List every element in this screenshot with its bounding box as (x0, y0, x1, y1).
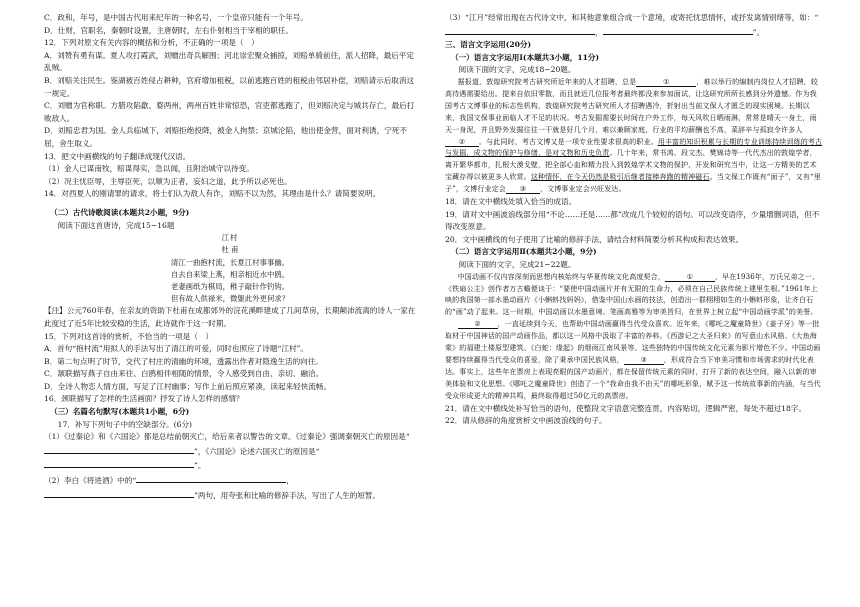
q20-stem: 20．文中画横线的句子使用了比喻的修辞手法，请结合材料简要分析其构成和表达效果。 (445, 234, 744, 244)
answer-blank[interactable] (44, 488, 194, 498)
q19-stem: 19．请对文中画波浪线部分用“不论……还是……都”改成几个较短的语句。可以改变语序，少量增删词语，但不得改变原意。 (445, 209, 820, 232)
language2-intro: 阅读下面的文字，完成21~22题。 (458, 260, 576, 269)
poem-line: 老妻画纸为棋局，稚子敲针作钓钩。 (170, 281, 290, 291)
blank-4[interactable]: ① (665, 272, 715, 282)
poem-note (44, 305, 416, 330)
wavy-underline-sentence: 用丰富的知识积累与长期的专业训练持续训练的考古与发掘，成文物的保护与修缮，是对文物和历史负责 (445, 137, 823, 158)
q17-item-2: （2）李白《将进酒》中的“ ，”两句，用夸张和比喻的修辞手法，写出了人生的短暂。 (44, 473, 416, 502)
answer-blank[interactable] (44, 444, 194, 454)
section-language2-heading: （二）语言文字运用Ⅱ(本题共2小题，9分) (451, 247, 597, 257)
q12-stem: 12．下列对原文有关内容的概括和分析，不正确的一项是（ ） (44, 38, 259, 48)
q17-item-3: （3）“江月”经常出现在古代诗文中，和其他意象组合成一个意境，或寄托忧思情怀，或抒发离情别绪等，如：“， ”。 (445, 13, 819, 37)
q15-option-d: D．全诗人物恋人情方面，写足了江村幽事；写作上前后照应紧凑，读起来轻快流畅。 (44, 381, 332, 391)
q12-option-d: D．刘赔忠君为国。金人兵临城下，刘赔拒绝投降，被金人拘禁；京城沦陷，他出使金营，面对利诱，宁死不屈，舍生取义。 (44, 126, 407, 148)
section-poetry-heading: （二）古代诗歌阅读(本题共2小题，9分) (50, 207, 190, 217)
q15-option-c: C．颔联描写燕子自由来往、白鸥相伴相随的情景，令人感受到自由、亲切、融洽。 (44, 369, 324, 379)
answer-blank[interactable] (445, 25, 595, 35)
q22-stem: 22．请从修辞的角度赏析文中画波浪线的句子。 (445, 416, 607, 426)
poem-block (44, 232, 416, 305)
answer-blank[interactable] (44, 458, 194, 468)
passage-1: 据报道，敦煌研究院考古研究所近年来的人才招聘，总是 ① ，难以举行的编制内岗位人才招聘，较高待遇需要给出。提来自依旧零散，而且就近几位报考者最终都没来参加面试，让这研究所所长感到分外遗憾。作为我国考古文博事业的标志性机构，敦煌研究院考古研究所人才招聘遇冷，折射出当前文保人才匮乏的现实困境。长期以来，我国文保事业面临人才不足的状况。考古发掘需要长时间在户外工作，每天风吹日晒雨淋，常常是晴天一身土，雨天一身泥，并且野外发掘往往一干就是好几个月，难以兼顾家庭，行业的平均薪酬也不高，菜辞辛与孤寂令许多人② 。与此同时，考古文博又是一项专业性要求很高的职业。用丰富的知识积累与长期的专业训练持续训练的考古与发掘，成文物的保护与修缮，是对文物和历史负责。几十年来，常书鸿、段文杰、樊锦诗等一代代杰出的敦煌学者，离开繁华都市，扎根大漠戈壁，把全部心血和精力投入到敦煌学术文物的保护、开发和研究当中，让这一方精美的艺术宝藏存得以被更多人欣赏。这种情怀，在今天仍然是吸引后继者接棒奔跑的精神磁石。当文保工作既有“面子”，又有“里子”，文博行业定会 ③ ，文博事业定会兴旺发达。 (445, 77, 823, 194)
underlined-sentence: 这种情怀，在今天仍然是吸引后继者接棒奔跑的精神磁石 (530, 173, 710, 182)
poetry-intro: 阅读下面这首唐诗，完成15~16题 (57, 220, 175, 230)
q13-sentence-2: （2）况主忧臣辱，主辱臣死，以顺为正者，妄妇之道，此予所以必死也。 (44, 176, 292, 186)
poem-line: 清江一曲抱村流，长夏江村事事幽。 (170, 257, 290, 267)
blank-5[interactable]: ② (458, 319, 498, 329)
q17-stem: 17．补写下列句子中的空缺部分。(6分) (57, 419, 192, 429)
answer-blank[interactable] (136, 473, 286, 483)
passage-2b: ② ，一直延续到今天，也帮助中国动画赢得当代受众喜欢。近年来，《哪吒之魔童降世》《姜子牙》等一批取材于中国神话的国产动画作品，都以这一风格中汲取了丰富的养料。《西游记之大圣归来》的写意山水风格、《大鱼海棠》的福建土楼原型建筑、《白蛇：缘起》的烟雨江南风景等。这些独特的中国传统文化元素为影片增色不少。中国动画要想持续赢得当代受众的喜爱，除了秉承中国民族风格， ③ ，形成符合当下审美习惯和市场需求的时代化表达。事实上，这些年在票房上表现亮眼的国产动画片，都在保留传统元素的同时，打开了新的表达空间，融入以新的审美体验和文化思想。《哪吒之魔童降世》创造了一个“我命由我不由天”的哪吒形象，赋予这一传统故事新的内涵，与当代受众形成更大的精神共鸣，最终取得超过50亿元的高票房。 (445, 320, 821, 400)
poem-author: 杜 甫 (221, 245, 239, 255)
blank-1[interactable]: ① (636, 77, 696, 87)
poem-title: 江村 (221, 233, 239, 243)
q18-stem: 18．请在文中横线处填入恰当的成语。 (445, 197, 577, 207)
q15-option-a: A．首句“抱村流”用拟人的手法写出了清江的可爱，同时也照应了诗题“江村”。 (44, 344, 309, 354)
note-label: 【注】 (44, 306, 67, 316)
section-recitation-heading: （三）名篇名句默写(本题共1小题，6分) (50, 407, 190, 417)
section-language1-heading: （一）语言文字运用Ⅰ(本题共3小题，11分) (451, 52, 600, 62)
note-text: 公元760年春，在亲友的资助下杜甫在成都郊外的浣花溪畔建成了几间草房，长期颠沛流离的诗人一家在此度过了近5年比较安稳的生活，此诗就作于这一时期。 (44, 306, 416, 328)
part3-heading: 三、语言文字运用(20分) (445, 40, 532, 50)
q12-option-b: B．刘赔关注民生。鉴湖被百姓侵占耕种，官府增加租税，以前逃跑百姓的租税由邻居补偿，刘赔请示后取消这一规定。 (44, 75, 415, 98)
q15-option-b: B．第二句点明了时节，交代了村庄的清幽的环境，透露出作者对隐逸生活的向往。 (44, 356, 323, 366)
q12-option-c: C．刘赠为官称职。方腊攻陷歙、婺两州，两州百姓非常惊恐，官吏都逃跑了，但刘赔决定与城共存亡，最后打败敌人。 (44, 101, 415, 123)
option-c-top: C．政和，年号，是中国古代用来纪年的一种名号，一个皇帝只能有一个年号。 (44, 13, 308, 22)
q14-stem: 14．对西夏人的刚请罪的请求，将士们认为敌人有诈，刘赔不以为然，其理由是什么？请简要说明。 (44, 189, 381, 199)
q21-stem: 21．请在文中横线处补写恰当的语句，使整段文字语意完整连贯，内容贴切，逻辑严密，每处不超过18字。 (445, 403, 807, 413)
passage-2: 中国动画不仅内容深刻而思想内核始终与华夏传统文化高度契合， ① ，早在1936年，万氏兄弟之一、《铁扇公主》创作者万古蟾便谈于：“要使中国动画片并有无限的生命力，必须在自己民族传统上建里生根。”1961年上映的我国第一部水墨动画片《小蝌蚪找妈妈》，借鉴中国山水画的技法，创造出一群栩栩如生的小蝌蚪形象，让齐白石的“画”动了起来。这一时期，中国动画以水墨意境、笔画高雅等为审美旨归，在世界上树立起“中国动画学派”的美誉。 (445, 272, 820, 317)
blank-3[interactable]: ③ (506, 184, 540, 194)
q17-item-1: （1）《过秦论》和《六国论》都是总结前朝灭亡，给后来者以警告的文章。《过秦论》强调秦朝灭亡的原因是“”，《六国论》论述六国灭亡的原因是“”。 (44, 432, 410, 471)
blank-2[interactable]: ② (445, 137, 479, 147)
poem-line: 但有故人供禄米，微躯此外更何求？ (170, 294, 290, 304)
answer-blank[interactable] (603, 25, 753, 35)
q12-option-a: A．刘赞有勇有谋。夏人攻打霞武，刘赠出奇兵解围；河北崇宏聚众捕掠，刘赔单骑前往，派人招降，最后平定乱贼。 (44, 50, 414, 73)
q15-stem: 15．下列对这首诗的赏析，不恰当的一项是（ ） (44, 331, 214, 341)
q13-stem: 13．把文中画横线的句子翻译成现代汉语。 (44, 151, 191, 161)
language1-intro: 阅读下面的文字，完成18~20题。 (458, 65, 576, 75)
left-column (44, 12, 416, 502)
right-column (445, 12, 823, 428)
poem-line: 自去自来梁上燕，相亲相近水中鸥。 (170, 269, 290, 279)
q16-stem: 16．颈联描写了怎样的生活画面？抒发了诗人怎样的感情？ (44, 394, 244, 404)
option-d-top: D．仕财，官职名，秦朝时设置，主唐朝时，左右仆射相当于宰相的职任。 (44, 25, 294, 35)
blank-6[interactable]: ③ (624, 355, 664, 365)
q13-sentence-1: （1）金人已谋南牧，赔谋得实，急以闻，且附治城守以待变。 (44, 164, 254, 174)
